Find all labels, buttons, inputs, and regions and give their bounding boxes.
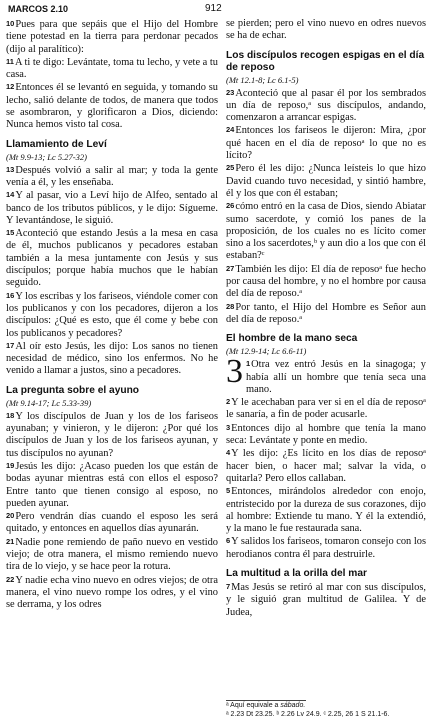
section-heading: La pregunta sobre el ayuno [6,384,140,396]
verse [6,81,218,131]
section-heading: Los discípulos recogen espigas en el día de reposo [226,49,425,73]
verse-text: Mas Jesús se retiró al mar con sus discípulos, y le siguió gran multitud de Galilea. Y de Judea, [226,581,426,618]
verse [6,18,218,56]
verse-text: También les dijo: El día de reposoᵃ fue hecho por causa del hombre, y no el hombre por causa del día de reposo.ᵃ [226,263,426,300]
verse-number: 22 [6,574,15,584]
footnote-line-1: ᵃ Aquí equivale a sábado. [226,702,306,709]
page-header [0,2,432,18]
verse [226,535,426,561]
verse-number: 15 [6,228,15,238]
verse-text: Por tanto, el Hijo del Hombre es Señor aun del día de reposo.ᵃ [226,301,426,325]
verse-number: 13 [6,164,15,174]
verse-number: 12 [6,82,15,92]
verse-number: 11 [6,56,14,66]
verse-text: Otra vez entró Jesús en la sinagoga; y había allí un hombre que tenía seca una mano. [246,359,426,395]
cross-reference: (Mt 12.9-14; Lc 6.6-11) [226,346,307,357]
verse [6,164,218,190]
verse-number: 21 [6,536,15,546]
verse [226,200,426,262]
verse-number: 2 [226,397,231,407]
verse-number: 10 [6,19,15,28]
verse [6,189,218,227]
verse-text: Nadie pone remiendo de paño nuevo en vestido viejo; de otra manera, el mismo remiendo nuevo tira de lo viejo, y se hace peor la rotura. [6,536,218,573]
verse-number: 23 [226,87,235,97]
verse [226,447,426,485]
verse-number: 27 [226,263,235,273]
verse [226,162,426,200]
verse [226,301,426,327]
verse [226,87,426,125]
verse [6,290,218,340]
footnotes [226,701,426,719]
verse-number: 6 [226,536,231,546]
verse-text: Entonces él se levantó en seguida, y tomando su lecho, salió delante de todos, de manera que todos se asombraron, y glorificaron a Dios, diciendo: Nunca hemos visto tal cosa. [6,82,218,131]
verse [226,263,426,301]
verse-text: Entonces dijo al hombre que tenía la mano seca: Levántate y ponte en medio. [226,422,426,447]
verse-number: 14 [6,190,15,200]
cross-reference: (Mt 9.9-13; Lc 5.27-32) [6,151,87,162]
verse-text: Y les dijo: ¿Es lícito en los días de reposoᵃ hacer bien, o hacer mal; salvar la vida, o quitarla? Pero ellos callaban. [226,448,426,484]
verse-number: 19 [6,460,15,470]
verse-number: 1 [246,359,251,369]
cross-reference: (Mt 9.14-17; Lc 5.33-39) [6,397,92,408]
footnote-line-2: ᵃ 2.23 Dt 23.25. ᵇ 2.26 Lv 24.9. ᶜ 2.25, 26 1 S 21.1-6. [226,711,390,718]
verse-number: 17 [6,340,15,350]
verse-number: 28 [226,301,235,311]
verse [6,536,218,574]
verse-text: cómo entró en la casa de Dios, siendo Abiatar sumo sacerdote, y comió los panes de la proposición, de los cuales no es lícito comer sino a los sacerdotes,ᵇ y aun dio a los que con él estaban?ᶜ [226,201,426,262]
right-column [226,18,426,619]
section-heading: La multitud a la orilla del mar [226,567,367,579]
verse [226,124,426,162]
verse-text: Aconteció que al pasar él por los sembrados un día de reposo,ᵃ sus discípulos, andando, comenzaron a arrancar espigas. [226,87,426,124]
verse-text: Pero él les dijo: ¿Nunca leísteis lo que hizo David cuando tuvo necesidad, y sintió hambre, él y los que con él estaban; [226,163,426,199]
verse-text: Después volvió a salir al mar; y toda la gente venía a él, y les enseñaba. [6,164,218,188]
verse [6,410,218,460]
verse [6,460,218,510]
verse-number: 24 [226,125,235,135]
verse-text: Jesús les dijo: ¿Acaso pueden los que están de bodas ayunar mientras está con ellos el esposo? Entre tanto que tienen consigo al esposo, no pueden ayunar. [6,460,218,509]
verse-text: Y salidos los fariseos, tomaron consejo con los herodianos contra él para destruirle. [226,536,426,560]
verse-text: Aconteció que estando Jesús a la mesa en casa de él, muchos publicanos y pecadores estaban también a la mesa juntamente con Jesús y sus discípulos; porque había muchos que le habían seguido. [6,228,218,289]
verse-number: 7 [226,581,231,591]
section-heading: Llamamiento de Leví [6,138,107,150]
section-heading: El hombre de la mano seca [226,333,358,345]
verse [6,227,218,289]
verse [6,340,218,378]
verse-number: 16 [6,290,15,300]
verse-text: se pierden; pero el vino nuevo en odres nuevos se ha de echar. [226,18,426,42]
verse [226,581,426,619]
verse-text: Y los escribas y los fariseos, viéndole comer con los publicanos y con los pecadores, dijeron a los discípulos: ¿Qué es esto, que él come y bebe con los publicanos y pecadores? [6,290,218,339]
verse [6,56,218,82]
verse [6,574,218,612]
verse-text: Entonces, mirándolos alrededor con enojo, entristecido por la dureza de sus corazones, dijo al hombre: Extiende tu mano. Y él la extendió, y la mano le fue restaurada sana. [226,486,426,535]
verse-text: Y al pasar, vio a Leví hijo de Alfeo, sentado al banco de los tributos públicos, y le dijo: Sígueme. Y levantándose, le siguió. [6,190,218,226]
verse-number: 25 [226,163,235,173]
verse [226,485,426,535]
verse-number: 18 [6,410,15,420]
verse [226,422,426,448]
verse-text: Pues para que sepáis que el Hijo del Hombre tiene potestad en la tierra para perdonar pecados (dijo al paralítico): [6,19,218,55]
verse-text: Y los discípulos de Juan y los de los fariseos ayunaban; y vinieron, y le dijeron: ¿Por qué los discípulos de Juan y los de los fariseos ayunan, y tus discípulos no ayunan? [6,410,218,459]
verse-number: 3 [226,422,231,432]
verse [226,396,426,422]
page-number: 912 [205,3,222,14]
verse-continuation [226,18,426,43]
verse-number: 5 [226,486,231,496]
verse-text: Y nadie echa vino nuevo en odres viejos; de otra manera, el vino nuevo rompe los odres, y el vino se derrama, y los odres [6,574,218,611]
left-column [6,18,218,611]
chapter-number: 3 [226,353,243,391]
verse-text: A ti te digo: Levántate, toma tu lecho, y vete a tu casa. [6,56,218,81]
verse-number: 20 [6,511,15,521]
verse-text: Entonces los fariseos le dijeron: Mira, ¿por qué hacen en el día de reposoᵃ lo que no es lícito? [226,125,426,162]
verse-number: 4 [226,448,231,458]
cross-reference: (Mt 12.1-8; Lc 6.1-5) [226,74,299,85]
verse-number: 26 [226,201,235,211]
verse [6,510,218,536]
running-head-reference: MARCOS 2.10 [8,4,69,14]
verse [226,353,426,396]
verse-text: Al oír esto Jesús, les dijo: Los sanos no tienen necesidad de médico, sino los enfermos. No he venido a llamar a justos, sino a pecadores. [6,340,218,377]
verse-text: Pero vendrán días cuando el esposo les será quitado, y entonces en aquellos días ayunarán. [6,511,218,535]
verse-text: Y le acechaban para ver si en el día de reposoᵃ le sanaría, a fin de poder acusarle. [226,397,426,421]
